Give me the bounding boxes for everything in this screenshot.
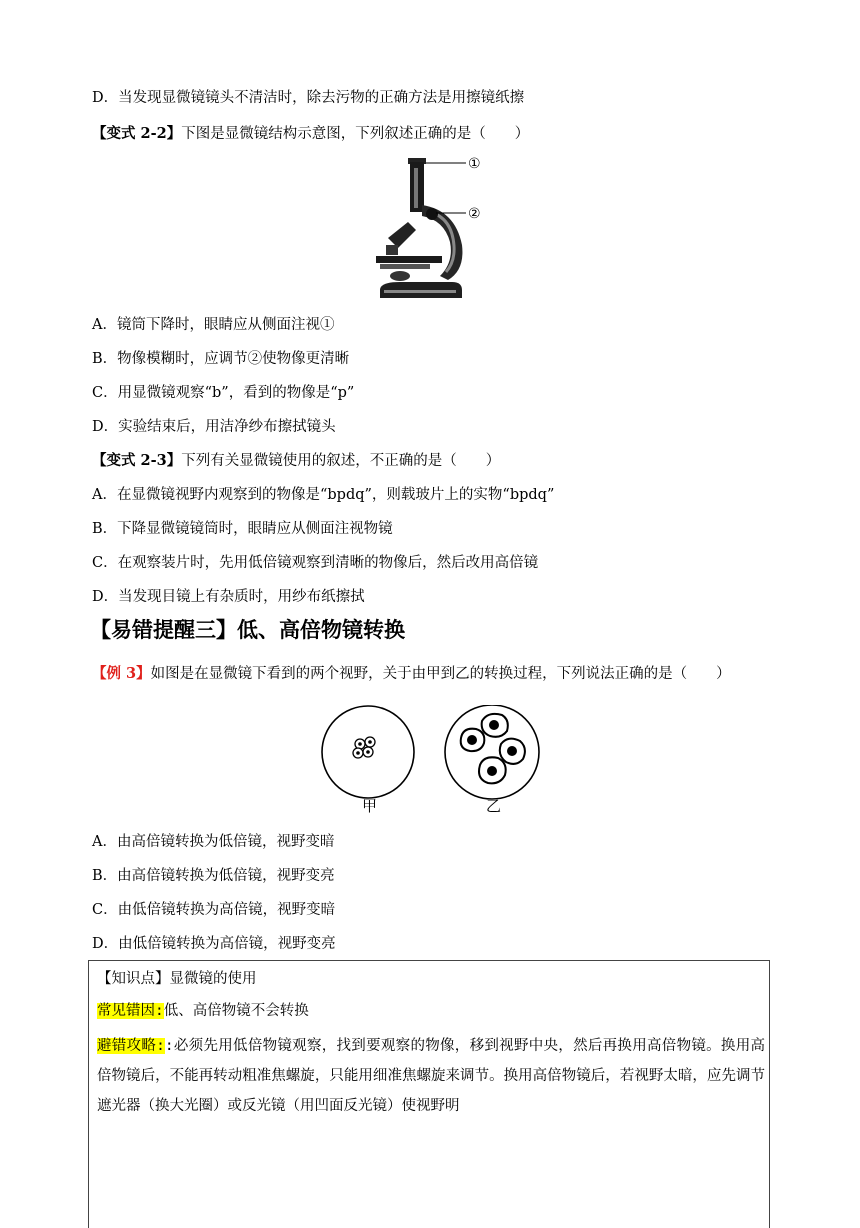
option-b: B．下降显微镜镜筒时，眼睛应从侧面注视物镜 [92,521,393,537]
variant-2-2-question [92,124,529,144]
option-b: B．由高倍镜转换为低倍镜，视野变亮 [92,868,335,884]
variant-2-3-question [92,451,500,471]
common-error-text: 低、高倍物镜不会转换 [163,1003,309,1019]
stage [376,256,442,263]
option-c: C．用显微镜观察“b”，看到的物像是“p” [92,385,355,401]
variant-tag: 【变式 2-2】 [92,125,182,142]
avoid-error-tag: 避错攻略: [97,1038,165,1054]
option-d: D．由低倍镜转换为高倍镜，视野变亮 [92,936,336,952]
tube-highlight [414,168,418,208]
mirror [390,271,410,281]
stage-under [380,264,430,269]
microscope-figure [370,150,500,305]
nosepiece [388,222,416,248]
knowledge-title: 【知识点】显微镜的使用 [97,971,257,987]
knowledge-box [88,960,770,1228]
base-highlight [384,290,456,293]
option-b: B．物像模糊时，应调节②使物像更清晰 [92,351,350,367]
option-a: A．镜筒下降时，眼睛应从侧面注视① [92,317,335,333]
avoid-error-tips [97,1031,765,1121]
common-error-tag: 常见错因: [97,1003,164,1019]
option-c: C．由低倍镜转换为高倍镜，视野变暗 [92,902,336,918]
variant-tag: 【变式 2-3】 [92,452,182,469]
section-heading: 【易错提醒三】低、高倍物镜转换 [90,618,405,642]
question-text: 如图是在显微镜下看到的两个视野，关于由甲到乙的转换过程，下列说法正确的是（ ） [150,666,731,682]
fields-of-view-figure [318,705,548,805]
example-tag: 【例 3】 [92,665,151,682]
question-text: 下列有关显微镜使用的叙述，不正确的是（ ） [181,453,501,469]
example-3-question [92,664,731,684]
option-d: D．当发现目镜上有杂质时，用纱布纸擦拭 [92,589,365,605]
coarse-knob [426,208,438,220]
avoid-error-text: :必须先用低倍物镜观察，找到要观察的物像，移到视野中央，然后再换用高倍物镜。换用高倍物镜后，不能再转动粗准焦螺旋，只能用细准焦螺旋来调节。换用高倍物镜后，若视野太暗，应先调节遮光器（换大光圈）或反光镜（用凹面反光镜）使视野明 [97,1038,765,1114]
question-option-d: D．当发现显微镜镜头不清洁时，除去污物的正确方法是用擦镜纸擦 [92,90,525,106]
question-text: 下图是显微镜结构示意图，下列叙述正确的是（ ） [181,126,530,142]
label-1: ① [468,156,481,172]
objective-lens [386,245,398,255]
common-error-row [97,1001,309,1021]
field-label-yi: 乙 [486,797,502,815]
option-d: D．实验结束后，用洁净纱布擦拭镜头 [92,419,336,435]
label-2: ② [468,206,481,222]
option-c: C．在观察装片时，先用低倍镜观察到清晰的物像后，然后改用高倍镜 [92,555,539,571]
option-a: A．由高倍镜转换为低倍镜，视野变暗 [92,834,335,850]
field-label-jia: 甲 [362,797,378,815]
option-a: A．在显微镜视野内观察到的物像是“bpdq”，则载玻片上的实物“bpdq” [92,487,555,503]
